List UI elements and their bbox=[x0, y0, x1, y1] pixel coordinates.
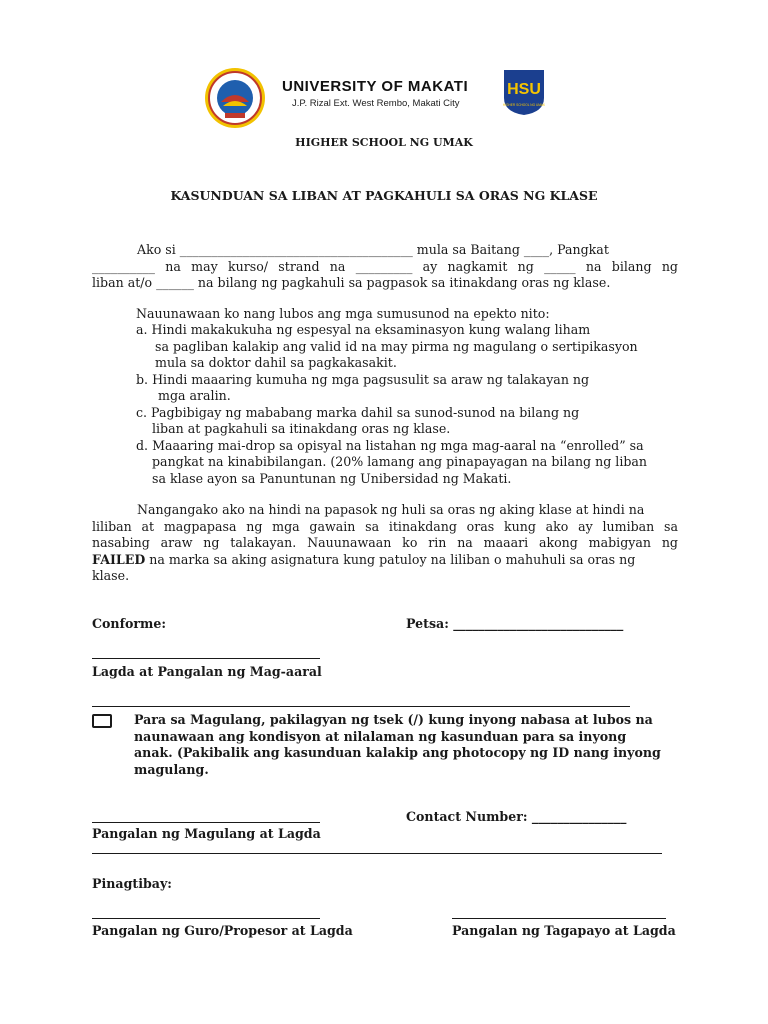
school-name: HIGHER SCHOOL NG UMAK bbox=[295, 136, 473, 149]
conforme-label: Conforme: bbox=[92, 616, 167, 631]
adviser-signature-line[interactable] bbox=[452, 918, 666, 919]
parent-signature-line[interactable] bbox=[92, 822, 320, 823]
pledge-line-2: liliban at magpapasa ng mga gawain sa itinakdang oras kung ako ay lumiban sa bbox=[92, 518, 678, 534]
parent-checkbox[interactable] bbox=[92, 714, 112, 728]
parent-note-line-4: magulang. bbox=[134, 761, 209, 777]
parent-note-line-3: anak. (Pakibalik ang kasunduan kalakip ang photocopy ng ID nang inyong bbox=[134, 745, 661, 760]
effects-items bbox=[136, 322, 696, 487]
intro-line-2: __________ na may kurso/ strand na _________ ay nagkamit ng _____ na bilang ng bbox=[92, 258, 678, 274]
contact-number-field[interactable]: Contact Number: _______________ bbox=[406, 809, 627, 824]
list-item-c: c. Pagbibigay ng mababang marka dahil sa sunod-sunod na bilang ng bbox=[136, 404, 580, 420]
pledge-line-1: Nangangako ako na hindi na papasok ng huli sa oras ng aking klase at hindi na bbox=[137, 502, 645, 517]
pledge-paragraph bbox=[92, 502, 678, 585]
section-divider-2 bbox=[92, 853, 662, 854]
student-signature-label: Lagda at Pangalan ng Mag-aaral bbox=[92, 664, 322, 679]
teacher-signature-label: Pangalan ng Guro/Propesor at Lagda bbox=[92, 923, 353, 938]
adviser-signature-label: Pangalan ng Tagapayo at Lagda bbox=[452, 923, 676, 938]
parent-signature-label: Pangalan ng Magulang at Lagda bbox=[92, 826, 321, 841]
hsu-logo-text: HSU bbox=[507, 81, 541, 98]
list-item-c-cont: liban at pagkahuli sa itinakdang oras ng klase. bbox=[152, 421, 451, 436]
petsa-field[interactable]: Petsa: ___________________________ bbox=[406, 616, 624, 631]
hsu-logo-subtext: HIGHER SCHOOL NG UMAK bbox=[502, 103, 546, 107]
parent-note-line-2: naunawaan ang kondisyon at nilalaman ng kasunduan para sa inyong bbox=[134, 728, 627, 744]
list-item-a-cont: mula sa doktor dahil sa pagkakasakit. bbox=[155, 355, 397, 370]
list-item-a-cont: sa pagliban kalakip ang valid id na may pirma ng magulang o sertipikasyon bbox=[155, 338, 638, 354]
effects-list bbox=[136, 306, 696, 323]
list-item-b: b. Hindi maaaring kumuha ng mga pagsusulit sa araw ng talakayan ng bbox=[136, 371, 590, 387]
pledge-line-3: nasabing araw ng talakayan. Nauunawaan ko rin na maaari akong mabigyan ng bbox=[92, 535, 678, 550]
list-item-d-cont: pangkat na kinabibilangan. (20% lamang ang pinapayagan na bilang ng liban bbox=[152, 454, 648, 469]
failed-emphasis: FAILED bbox=[92, 551, 146, 567]
list-item-a: a. Hindi makakukuha ng espesyal na eksaminasyon kung walang liham bbox=[136, 322, 591, 337]
university-address: J.P. Rizal Ext. West Rembo, Makati City bbox=[292, 98, 460, 109]
intro-line-3: liban at/o ______ na bilang ng pagkahuli sa pagpasok sa itinakdang oras ng klase. bbox=[92, 275, 611, 290]
parent-note-line-1: Para sa Magulang, pakilagyan ng tsek (/) kung inyong nabasa at lubos na bbox=[134, 712, 653, 727]
pinagtibay-label: Pinagtibay: bbox=[92, 876, 172, 891]
teacher-signature-line[interactable] bbox=[92, 918, 320, 919]
document-title: KASUNDUAN SA LIBAN AT PAGKAHULI SA ORAS NG KLASE bbox=[170, 188, 598, 203]
university-seal bbox=[203, 66, 267, 130]
pledge-line-5: klase. bbox=[92, 568, 130, 583]
intro-line-1: Ako si _____________________________________ mula sa Baitang ____, Pangkat bbox=[137, 242, 609, 257]
intro-paragraph bbox=[92, 242, 678, 292]
effects-lead: Nauunawaan ko nang lubos ang mga sumusunod na epekto nito: bbox=[136, 306, 550, 321]
section-divider-1 bbox=[92, 706, 630, 707]
list-item-b-cont: mga aralin. bbox=[158, 388, 231, 403]
list-item-d: d. Maaaring mai-drop sa opisyal na listahan ng mga mag-aaral na “enrolled” sa bbox=[136, 437, 644, 453]
student-signature-line[interactable] bbox=[92, 658, 320, 659]
list-item-d-cont: sa klase ayon sa Panuntunan ng Unibersidad ng Makati. bbox=[152, 470, 512, 486]
university-name: UNIVERSITY OF MAKATI bbox=[282, 78, 469, 95]
hsu-logo bbox=[502, 68, 546, 116]
parent-note bbox=[134, 712, 694, 778]
pledge-line-4 bbox=[92, 552, 678, 569]
pledge-line-4-rest: na marka sa aking asignatura kung patuloy na liliban o mahuhuli sa oras ng bbox=[145, 551, 636, 567]
